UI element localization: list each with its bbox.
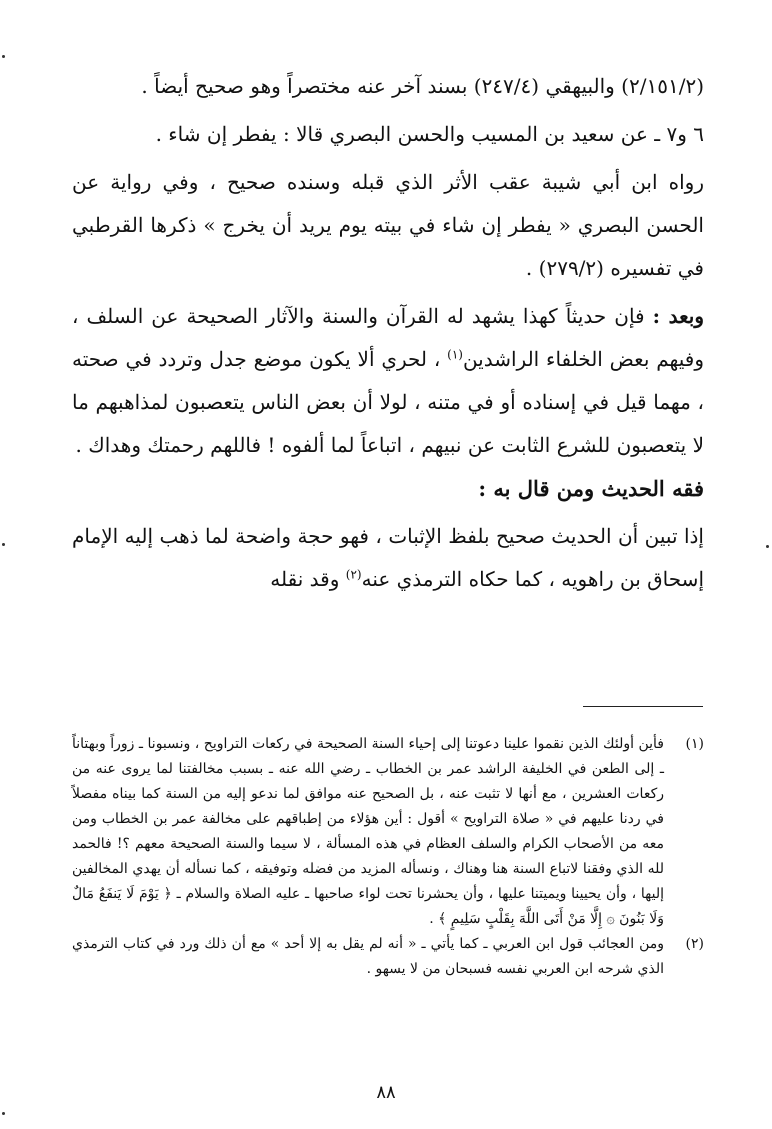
- footnote-text: ومن العجائب قول ابن العربي ـ كما يأتي ـ « أنه لم يقل به إلا أحد » مع أن ذلك ورد في كتاب الترمذي الذي شرحه ابن العربي نفسه فسبحان من لا يسهو .: [72, 936, 664, 977]
- paragraph-text: إذا تبين أن الحديث صحيح بلفظ الإثبات ، فهو حجة واضحة لما ذهب إليه الإمام إسحاق بن راهويه ، كما حكاه الترمذي عنه: [72, 524, 704, 591]
- paragraph: [72, 515, 704, 601]
- footnotes: [72, 732, 704, 982]
- paragraph: (٢/١٥١/٢) والبيهقي (٢٤٧/٤) بسند آخر عنه مختصراً وهو صحيح أيضاً .: [141, 74, 704, 98]
- footnote-separator: [583, 706, 703, 707]
- paragraph-text: وقد نقله: [270, 567, 346, 591]
- paragraph-lead: وبعد :: [652, 304, 704, 328]
- footnote-number: (١): [685, 736, 704, 752]
- margin-dot: [2, 55, 5, 58]
- page-number: ٨٨: [376, 1082, 396, 1103]
- footnote-number: (٢): [685, 936, 704, 952]
- footnote: [72, 732, 704, 932]
- paragraph-text: فإن حديثاً كهذا يشهد له القرآن والسنة والآثار الصحيحة عن السلف ، وفيهم بعض الخلفاء الراشدين: [72, 304, 704, 371]
- margin-dot: [2, 1112, 5, 1115]
- paragraph-text: ، لحري ألا يكون موضع جدل وتردد في صحته ، مهما قيل في إسناده أو في متنه ، لولا أن بعض الناس يتعصبون لمذاهبهم ما لا يتعصبون للشرع الثابت عن نبيهم ، اتباعاً لما ألفوه ! فاللهم رحمتك وهداك .: [72, 347, 705, 457]
- margin-dot: [766, 545, 769, 548]
- footnote-ref: (٢): [345, 567, 362, 582]
- margin-dot: [2, 543, 5, 546]
- footnote-ref: (١): [447, 347, 463, 362]
- paragraph: رواه ابن أبي شيبة عقب الأثر الذي قبله وسنده صحيح ، وفي رواية عن الحسن البصري « يفطر إن شاء في بيته يوم يريد أن يخرج » ذكرها القرطبي في تفسيره (٢٧٩/٢) .: [72, 170, 704, 280]
- main-text: [72, 65, 704, 601]
- footnote-text: فأين أولئك الذين نقموا علينا دعوتنا إلى إحياء السنة الصحيحة في ركعات التراويح ، ونسبونا ـ زوراً وبهتاناً ـ إلى الطعن في الخليفة الراشد عمر بن الخطاب ـ رضي الله عنه ـ بسبب مخالفتنا لما يروى عنه من ركعات العشرين ، مع أنها لا تثبت عنه ، بل الصحيح عنه موافق لما ندعو إليه من السنة كما بيناه مفصلاً في ردنا عليهم في « صلاة التراويح » أقول : أين هؤلاء من إطباقهم على مخالفة عمر بن الخطاب ومن معه من الأصحاب الكرام والسلف العظام في هذه المسألة ، لا سيما والسنة الصحيحة معهم ؟! فالحمد لله الذي وفقنا لاتباع السنة هنا وهناك ، ونسأله المزيد من فضله وتوفيقه ، كما نسأله أن يهدي المخالفين إليها ، وأن يحيينا ويميتنا عليها ، وأن يحشرنا تحت لواء صاحبها ـ عليه الصلاة والسلام ـ ﴿ يَوْمَ لَا يَنفَعُ مَالٌ وَلَا بَنُونَ ۞ إِلَّا مَنْ أَتَى اللَّهَ بِقَلْبٍ سَلِيمٍ ﴾ .: [72, 736, 664, 927]
- paragraph: [72, 295, 704, 467]
- footnote: [72, 932, 704, 982]
- paragraph: ٦ و٧ ـ عن سعيد بن المسيب والحسن البصري قالا : يفطر إن شاء .: [155, 122, 704, 146]
- section-heading: فقه الحديث ومن قال به :: [478, 476, 704, 501]
